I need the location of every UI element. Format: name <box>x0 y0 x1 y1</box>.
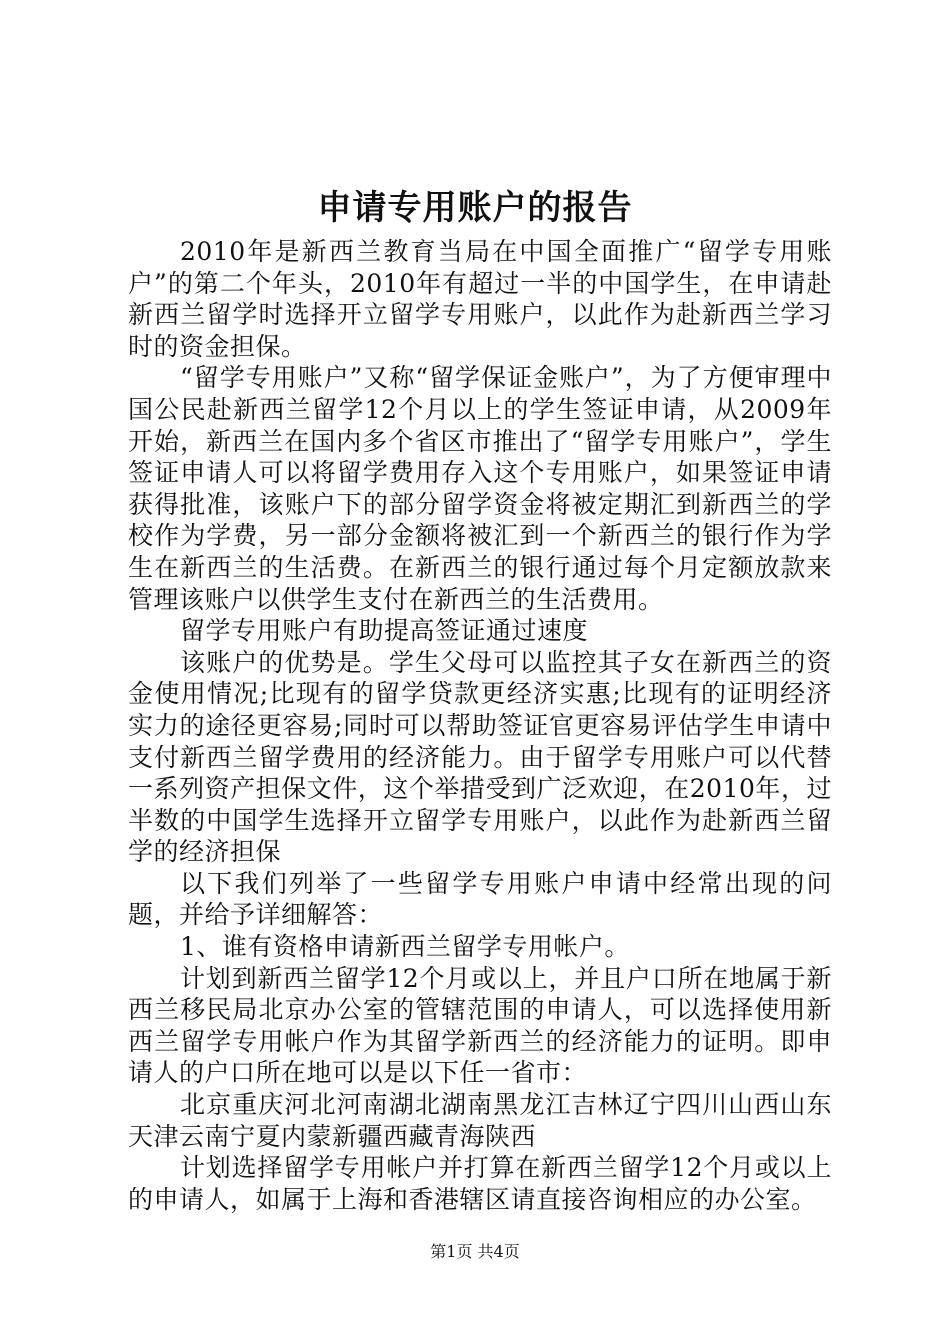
page-number: 第1页 共4页 <box>430 1242 520 1261</box>
document-title: 申请专用账户的报告 <box>317 188 633 228</box>
paragraph: 以下我们列举了一些留学专用账户申请中经常出现的问题，并给予详细解答： <box>128 868 832 930</box>
paragraph: 计划到新西兰留学12个月或以上，并且户口所在地属于新西兰移民局北京办公室的管辖范围的申请人，可以选择使用新西兰留学专用帐户作为其留学新西兰的经济能力的证明。即申请人的户口所在地可以是以下任一省市： <box>128 963 832 1088</box>
paragraph: 2010年是新西兰教育当局在中国全面推广“留学专用账户”的第二个年头，2010年有超过一半的中国学生，在申请赴新西兰留学时选择开立留学专用账户，以此作为赴新西兰学习时的资金担保。 <box>128 237 832 361</box>
paragraph: 计划选择留学专用帐户并打算在新西兰留学12个月或以上的申请人，如属于上海和香港辖区请直接咨询相应的办公室。 <box>128 1153 832 1214</box>
paragraph: “留学专用账户”又称“留学保证金账户”，为了方便审理中国公民赴新西兰留学12个月以上的学生签证申请，从2009年开始，新西兰在国内多个省区市推出了“留学专用账户”，学生签证申请人可以将留学费用存入这个专用账户，如果签证申请获得批准，该账户下的部分留学资金将被定期汇到新西兰的学校作为学费，另一部分金额将被汇到一个新西兰的银行作为学生在新西兰的生活费。在新西兰的银行通过每个月定额放款来管理该账户以供学生支付在新西兰的生活费用。 <box>128 363 832 614</box>
paragraph: 1、谁有资格申请新西兰留学专用帐户。 <box>180 932 630 962</box>
paragraph: 该账户的优势是。学生父母可以监控其子女在新西兰的资金使用情况;比现有的留学贷款更经济实惠;比现有的证明经济实力的途径更容易;同时可以帮助签证官更容易评估学生申请中支付新西兰留学费用的经济能力。由于留学专用账户可以代替一系列资产担保文件，这个举措受到广泛欢迎，在2010年，过半数的中国学生选择开立留学专用账户，以此作为赴新西兰留学的经济担保 <box>128 647 832 867</box>
paragraph: 留学专用账户有助提高签证通过速度 <box>180 616 589 646</box>
paragraph: 北京重庆河北河南湖北湖南黑龙江吉林辽宁四川山西山东天津云南宁夏内蒙新疆西藏青海陕西 <box>128 1090 832 1151</box>
document-body <box>128 236 832 1215</box>
